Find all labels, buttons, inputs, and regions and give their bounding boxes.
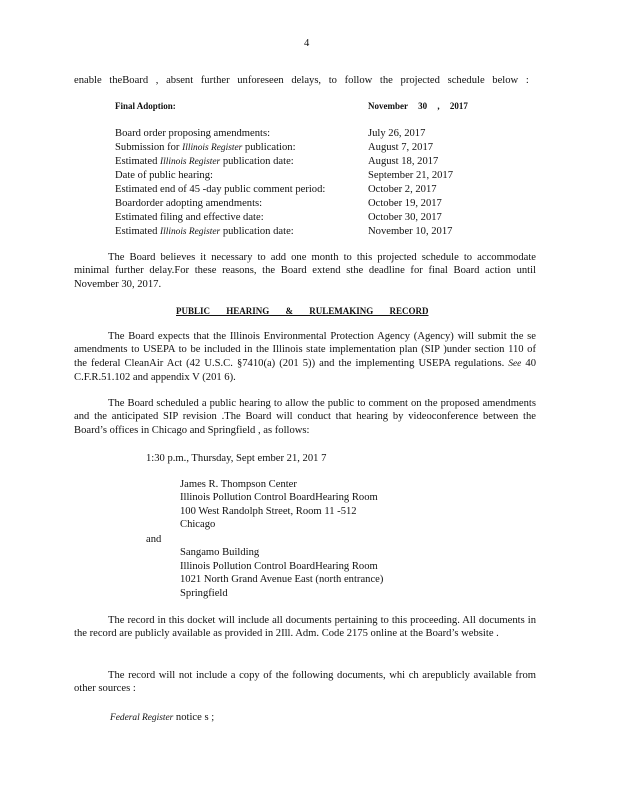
- schedule-row: [115, 141, 475, 154]
- intro-line: enable theBoard , absent further unforeseen delays, to follow the projected schedule below :: [74, 75, 529, 86]
- schedule-date: September 21, 2017: [368, 170, 454, 181]
- schedule-date: October 19, 2017: [368, 198, 442, 209]
- paragraph-extension: The Board believes it necessary to add one month to this projected schedule to accommodate minimal further delay.For these reasons, the Board extend sthe deadline for final Board action until November 30, 2017.: [74, 252, 536, 290]
- schedule-label: Estimated Illinois Register publication date:: [115, 226, 294, 237]
- address-line: James R. Thompson Center: [180, 479, 297, 490]
- schedule-date: July 26, 2017: [368, 128, 426, 139]
- schedule-date: November 10, 2017: [368, 226, 453, 237]
- address-line: Illinois Pollution Control BoardHearing Room: [180, 492, 378, 503]
- section-heading: PUBLIC HEARING & RULEMAKING RECORD: [176, 306, 429, 316]
- schedule-row: [115, 183, 475, 196]
- and-connector: and: [146, 534, 162, 545]
- final-adoption-date: November 30 , 2017: [368, 101, 468, 111]
- schedule-date: August 7, 2017: [368, 142, 434, 153]
- schedule-row: [115, 225, 475, 238]
- hearing-time: 1:30 p.m., Thursday, Sept ember 21, 201 7: [146, 453, 327, 464]
- address-line: Illinois Pollution Control BoardHearing Room: [180, 561, 378, 572]
- final-adoption-label: Final Adoption:: [115, 101, 176, 111]
- paragraph-usepa: The Board expects that the Illinois Environmental Protection Agency (Agency) will submit the se amendments to USEPA to be included in the Illinois state implementation plan (SIP )under section 110 of the federal CleanAir Act (42 U.S.C. §7410(a) (201 5)) and the implementing USEPA regulations. See 40 C.F.R.51.102 and appendix V (201 6).: [74, 331, 536, 384]
- schedule-label: Estimated end of 45 -day public comment period:: [115, 184, 326, 195]
- schedule-row: [115, 197, 475, 210]
- address-line: Springfield: [180, 588, 228, 599]
- bullet-item: Federal Register notice s ;: [110, 712, 215, 723]
- schedule-label: Boardorder adopting amendments:: [115, 198, 263, 209]
- page-number: 4: [304, 38, 310, 49]
- schedule-label: Estimated filing and effective date:: [115, 212, 264, 223]
- schedule-row: [115, 211, 475, 224]
- schedule-label: Estimated Illinois Register publication date:: [115, 156, 294, 167]
- schedule-label: Submission for Illinois Register publication:: [115, 142, 296, 153]
- schedule-date: October 30, 2017: [368, 212, 442, 223]
- schedule-label: Board order proposing amendments:: [115, 128, 271, 139]
- address-line: 1021 North Grand Avenue East (north entrance): [180, 574, 384, 585]
- address-line: Chicago: [180, 519, 216, 530]
- schedule-row: [115, 127, 475, 140]
- schedule-label: Date of public hearing:: [115, 170, 213, 181]
- schedule-row: [115, 169, 475, 182]
- paragraph-exclude: The record will not include a copy of the following documents, whi ch arepublicly available from other sources :: [74, 670, 536, 695]
- schedule-date: August 18, 2017: [368, 156, 439, 167]
- paragraph-hearing: The Board scheduled a public hearing to allow the public to comment on the proposed amendments and the anticipated SIP revision .The Board will conduct that hearing by videoconference between the Board’s offices in Chicago and Springfield , as follows:: [74, 398, 536, 436]
- schedule-row: [115, 155, 475, 168]
- address-line: Sangamo Building: [180, 547, 260, 558]
- paragraph-record: The record in this docket will include all documents pertaining to this proceeding. All documents in the record are publicly available as provided in 2Ill. Adm. Code 2175 online at the Board’s website .: [74, 615, 536, 640]
- schedule-date: October 2, 2017: [368, 184, 437, 195]
- address-line: 100 West Randolph Street, Room 11 -512: [180, 506, 357, 517]
